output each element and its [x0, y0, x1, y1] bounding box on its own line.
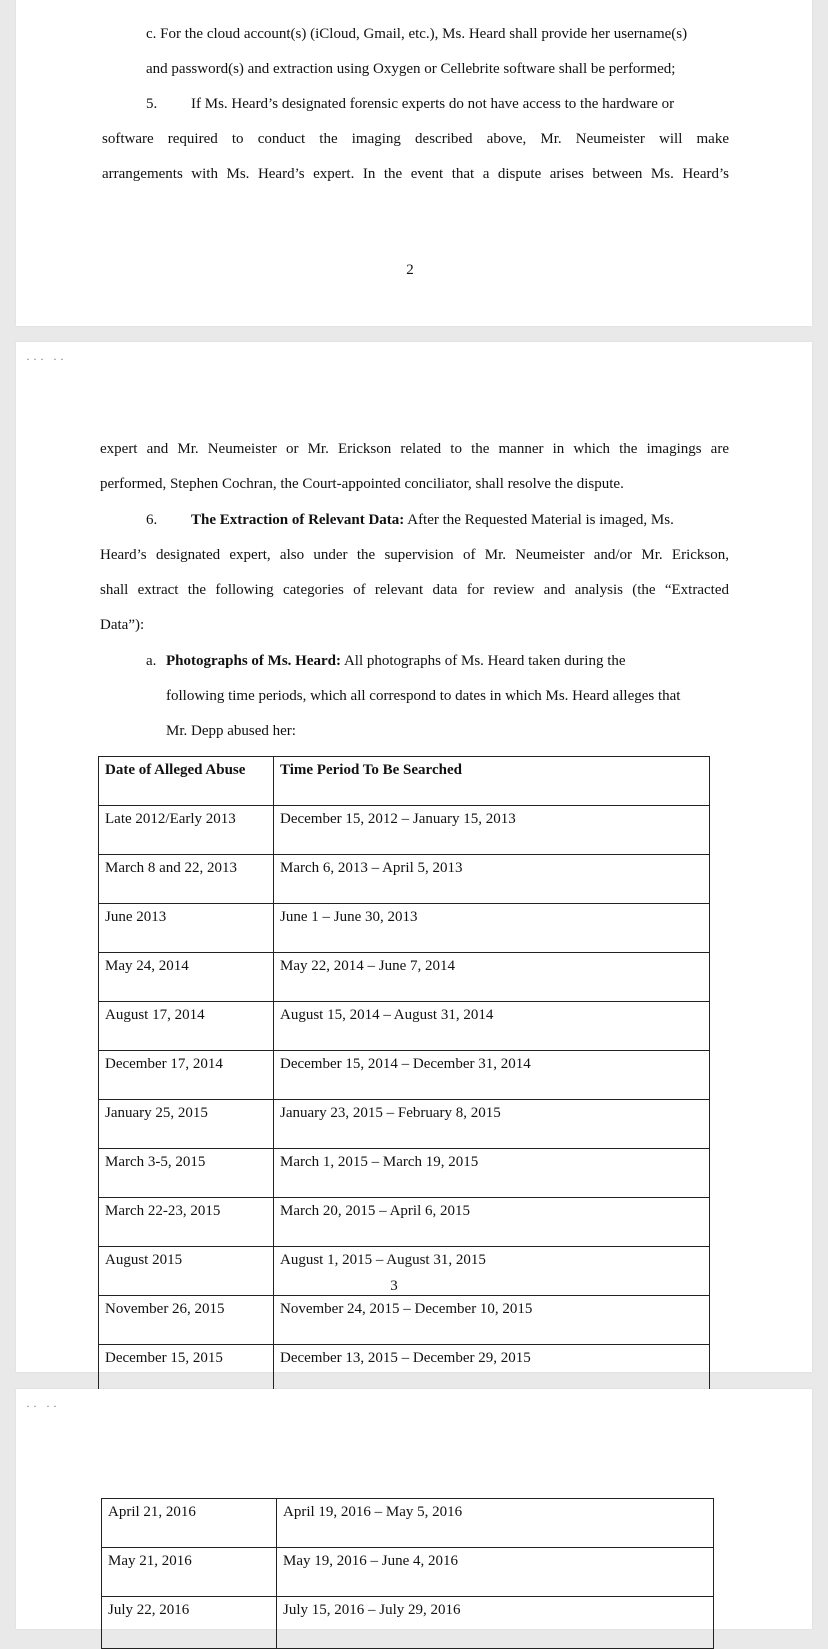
- abuse-date-cell: August 2015: [99, 1247, 274, 1296]
- table-row: [99, 1100, 710, 1149]
- body-line: If Ms. Heard’s designated forensic experts do not have access to the hardware or: [191, 96, 675, 112]
- body-line: following time periods, which all correspond to dates in which Ms. Heard alleges that: [166, 688, 681, 704]
- search-period-cell: May 19, 2016 – June 4, 2016: [277, 1548, 714, 1597]
- body-line: Heard’s designated expert, also under the supervision of Mr. Neumeister and/or Mr. Erickson,: [100, 547, 729, 563]
- abuse-date-cell: May 21, 2016: [102, 1548, 277, 1597]
- body-line: arrangements with Ms. Heard’s expert. In the event that a dispute arises between Ms. Heard’s: [102, 166, 729, 182]
- abuse-date-cell: August 17, 2014: [99, 1002, 274, 1051]
- table-row: [99, 1198, 710, 1247]
- table-row: [102, 1597, 714, 1649]
- search-period-cell: April 19, 2016 – May 5, 2016: [277, 1499, 714, 1548]
- paragraph-number: 5.: [146, 96, 158, 112]
- table-header-cell: Date of Alleged Abuse: [99, 757, 274, 806]
- search-period-cell: July 15, 2016 – July 29, 2016: [277, 1597, 714, 1649]
- abuse-date-cell: June 2013: [99, 904, 274, 953]
- search-period-cell: March 20, 2015 – April 6, 2015: [274, 1198, 710, 1247]
- search-period-cell: March 1, 2015 – March 19, 2015: [274, 1149, 710, 1198]
- body-line: expert and Mr. Neumeister or Mr. Erickson related to the manner in which the imagings are: [100, 441, 729, 457]
- search-period-cell: August 15, 2014 – August 31, 2014: [274, 1002, 710, 1051]
- scan-specks: ·· ··: [26, 1399, 60, 1413]
- scan-specks: ··· ··: [26, 352, 67, 366]
- search-period-cell: December 13, 2015 – December 29, 2015: [274, 1345, 710, 1394]
- paragraph-text: [191, 510, 674, 530]
- search-period-cell: August 1, 2015 – August 31, 2015: [274, 1247, 710, 1296]
- document-page-2: [16, 0, 812, 326]
- body-line: and password(s) and extraction using Oxygen or Cellebrite software shall be performed;: [146, 61, 676, 77]
- search-period-cell: March 6, 2013 – April 5, 2013: [274, 855, 710, 904]
- table-row: [102, 1548, 714, 1597]
- search-period-cell: January 23, 2015 – February 8, 2015: [274, 1100, 710, 1149]
- table-row: [99, 1149, 710, 1198]
- table-row: [99, 904, 710, 953]
- table-header-cell: Time Period To Be Searched: [274, 757, 710, 806]
- body-line: After the Requested Material is imaged, Ms.: [407, 512, 674, 528]
- abuse-date-cell: April 21, 2016: [102, 1499, 277, 1548]
- abuse-date-cell: March 3-5, 2015: [99, 1149, 274, 1198]
- document-page-4: [16, 1389, 812, 1629]
- abuse-date-cell: January 25, 2015: [99, 1100, 274, 1149]
- abuse-date-cell: July 22, 2016: [102, 1597, 277, 1649]
- abuse-date-cell: March 22-23, 2015: [99, 1198, 274, 1247]
- table-row: [99, 953, 710, 1002]
- item-heading: Photographs of Ms. Heard:: [166, 653, 341, 669]
- table-row: [99, 855, 710, 904]
- search-period-cell: November 24, 2015 – December 10, 2015: [274, 1296, 710, 1345]
- abuse-dates-table: [98, 756, 710, 1446]
- body-line: All photographs of Ms. Heard taken during the: [343, 653, 626, 669]
- table-header-row: [99, 757, 710, 806]
- abuse-date-cell: May 24, 2014: [99, 953, 274, 1002]
- search-period-cell: May 22, 2014 – June 7, 2014: [274, 953, 710, 1002]
- table-row: [99, 1051, 710, 1100]
- search-period-cell: December 15, 2014 – December 31, 2014: [274, 1051, 710, 1100]
- table-row: [99, 806, 710, 855]
- table-row: [99, 1345, 710, 1394]
- table-row: [99, 1296, 710, 1345]
- body-line: software required to conduct the imaging described above, Mr. Neumeister will make: [102, 131, 729, 147]
- abuse-date-cell: December 17, 2014: [99, 1051, 274, 1100]
- body-line: Mr. Depp abused her:: [166, 723, 296, 739]
- search-period-cell: December 15, 2012 – January 15, 2013: [274, 806, 710, 855]
- abuse-date-cell: December 15, 2015: [99, 1345, 274, 1394]
- body-line: shall extract the following categories of relevant data for review and analysis (the “Extracted: [100, 582, 729, 598]
- table-row: [102, 1499, 714, 1548]
- body-line: c. For the cloud account(s) (iCloud, Gmail, etc.), Ms. Heard shall provide her username(s): [146, 26, 688, 42]
- abuse-date-cell: Late 2012/Early 2013: [99, 806, 274, 855]
- item-letter: a.: [146, 653, 157, 669]
- table-row: [99, 1002, 710, 1051]
- abuse-date-cell: March 8 and 22, 2013: [99, 855, 274, 904]
- search-period-cell: June 1 – June 30, 2013: [274, 904, 710, 953]
- body-line: Data”):: [100, 617, 145, 633]
- document-page-3: [16, 342, 812, 1372]
- paragraph-heading: The Extraction of Relevant Data:: [191, 512, 405, 528]
- page-number: 3: [390, 1278, 398, 1294]
- page-number: 2: [406, 262, 414, 278]
- item-text: [166, 651, 626, 671]
- abuse-dates-table-continued: [101, 1498, 714, 1649]
- abuse-date-cell: November 26, 2015: [99, 1296, 274, 1345]
- body-line: performed, Stephen Cochran, the Court-appointed conciliator, shall resolve the dispute.: [100, 476, 624, 492]
- paragraph-number: 6.: [146, 512, 158, 528]
